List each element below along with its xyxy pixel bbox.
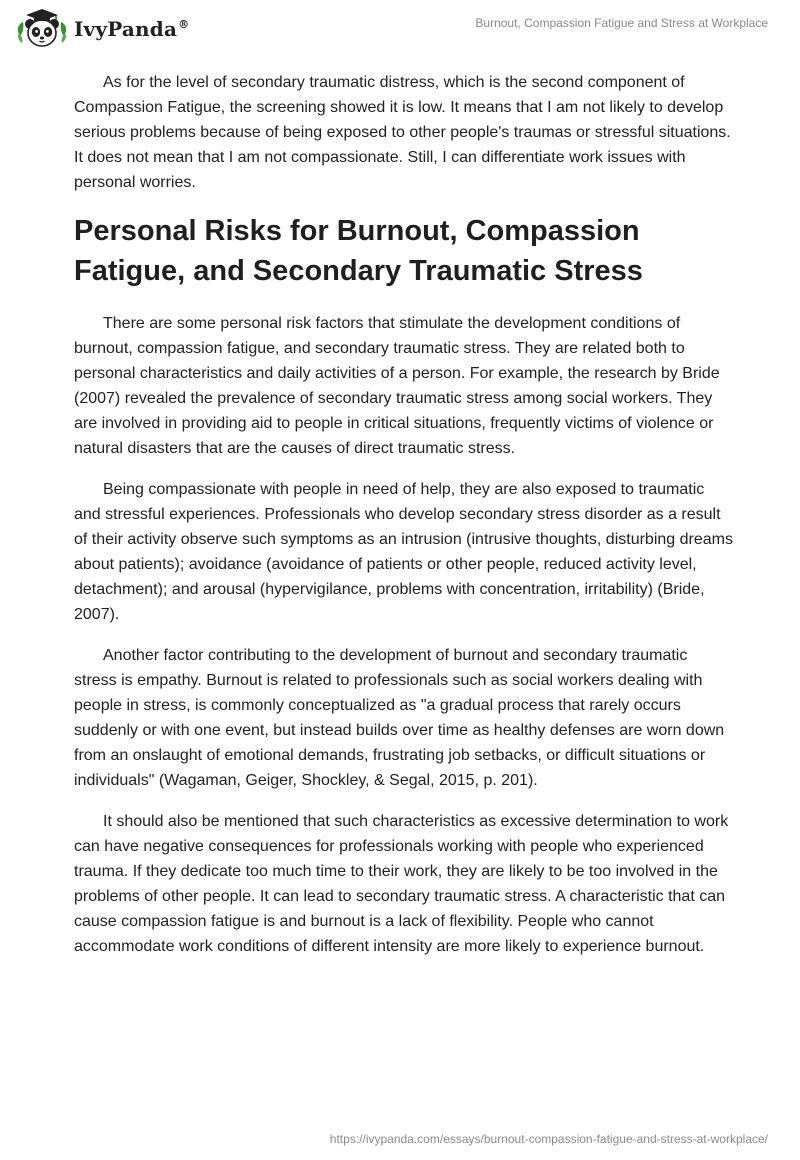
paragraph-empathy: Another factor contributing to the development of burnout and secondary traumatic stress is empathy. Burnout is related to professionals such as social workers dealing with people in stress, is commonly conceptualized as "a gradual process that rarely occurs suddenly or with one event, but instead builds over time as healthy defenses are worn down from an onslaught of emotional demands, frustrating job setbacks, or difficult situations or individuals" (Wagaman, Geiger, Shockley, & Segal, 2015, p. 201). (74, 647, 725, 789)
page-header (0, 0, 800, 56)
paragraph-determination: It should also be mentioned that such characteristics as excessive determination to work can have negative consequences for professionals working with people who experienced trauma. If they dedicate too much time to their work, they are likely to be too involved in the problems of other people. It can lead to secondary traumatic stress. A characteristic that can cause compassion fatigue is and burnout is a lack of flexibility. People who cannot accommodate work conditions of different intensity are more likely to experience burnout. (74, 813, 729, 955)
intro-paragraph: As for the level of secondary traumatic distress, which is the second component of Compassion Fatigue, the screening showed it is low. It means that I am not likely to develop serious problems because of being exposed to other people's traumas or stressful situations. It does not mean that I am not compassionate. Still, I can differentiate work issues with personal worries. (74, 74, 731, 191)
header-page-title: Burnout, Compassion Fatigue and Stress at Workplace (475, 16, 768, 30)
panda-graduation-cap-icon (14, 6, 70, 50)
source-url[interactable]: https://ivypanda.com/essays/burnout-compassion-fatigue-and-stress-at-workplace/ (329, 1132, 768, 1146)
ivypanda-logo[interactable] (14, 6, 189, 50)
brand-name (74, 17, 189, 41)
paragraph-exposure: Being compassionate with people in need of help, they are also exposed to traumatic and stressful experiences. Professionals who develop secondary stress disorder as a result of their activity observe such symptoms as an intrusion (intrusive thoughts, disturbing dreams about patients); avoidance (avoidance of patients or other people, reduced activity level, detachment); and arousal (hypervigilance, problems with concentration, irritability) (Bride, 2007). (74, 481, 733, 623)
registered-mark: ® (178, 18, 190, 32)
brand-name-text: IvyPanda (74, 17, 178, 41)
article-body (74, 70, 734, 975)
section-heading: Personal Risks for Burnout, Compassion Fatigue, and Secondary Traumatic Stress (74, 215, 643, 287)
paragraph-risk-factors: There are some personal risk factors that stimulate the development conditions of burnout, compassion fatigue, and secondary traumatic stress. They are related both to personal characteristics and daily activities of a person. For example, the research by Bride (2007) revealed the prevalence of secondary traumatic stress among social workers. They are involved in providing aid to people in critical situations, frequently victims of violence or natural disasters that are the causes of direct traumatic stress. (74, 315, 720, 457)
